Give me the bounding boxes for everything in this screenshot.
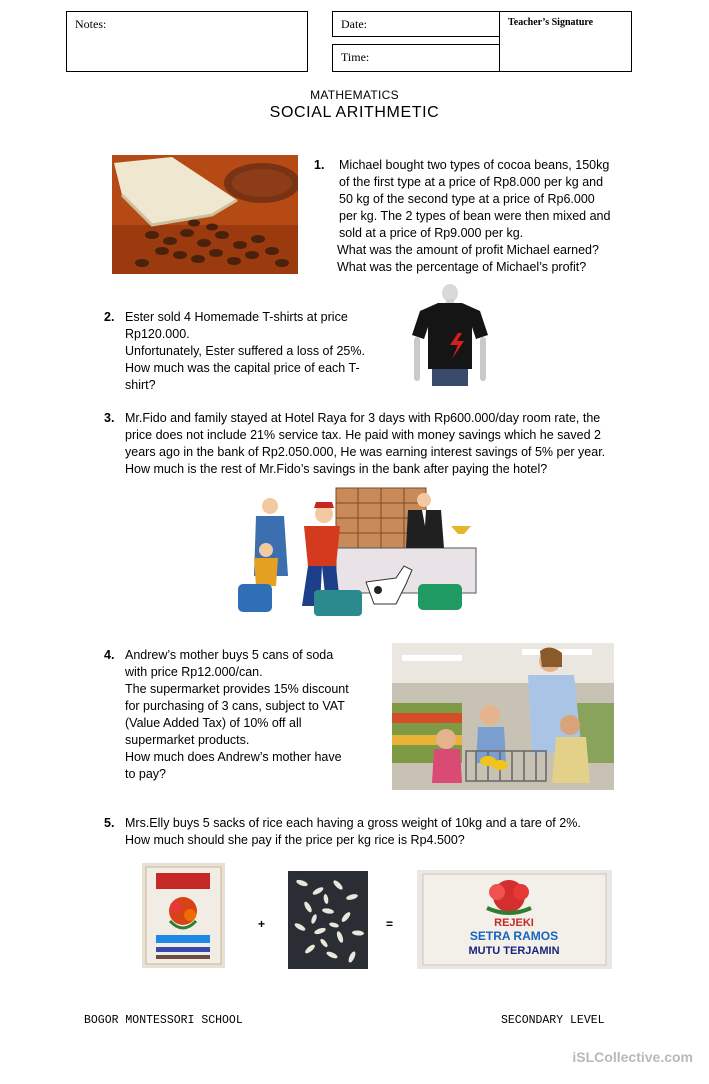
question-2 [104, 309, 394, 395]
question-3 [104, 410, 624, 480]
date-label: Date: [341, 17, 367, 31]
question-2-line: shirt? [125, 378, 156, 392]
question-1-line: What was the amount of profit Michael earned? [337, 243, 599, 257]
rice-sack-brand: REJEKI [494, 917, 534, 929]
question-5-line: Mrs.Elly buys 5 sacks of rice each having a gross weight of 10kg and a tare of 2%. [125, 816, 581, 830]
question-1 [314, 157, 634, 277]
question-1-line: Michael bought two types of cocoa beans, 150kg [339, 158, 610, 172]
signature-label: Teacher’s Signature [508, 17, 594, 28]
hotel-reception-illustration [236, 486, 478, 620]
question-2-line: Ester sold 4 Homemade T-shirts at price [125, 310, 348, 324]
t-shirt-image [402, 283, 498, 386]
question-2-line: Unfortunately, Ester suffered a loss of 25%. [125, 344, 365, 358]
time-box[interactable] [332, 44, 500, 72]
question-4-line: How much does Andrew’s mother have [125, 750, 342, 764]
rice-sack-variety: SETRA RAMOS [469, 929, 559, 943]
notes-label: Notes: [75, 17, 107, 31]
question-2-number: 2. [104, 310, 115, 324]
watermark: iSLCollective.com [572, 1049, 693, 1065]
question-1-line: sold at a price of Rp9.000 per kg. [339, 226, 524, 240]
question-1-line: of the first type at a price of Rp8.000 per kg and [339, 175, 604, 189]
signature-box[interactable] [499, 11, 632, 72]
question-5 [104, 815, 624, 851]
question-3-number: 3. [104, 411, 115, 425]
question-4-line: to pay? [125, 767, 167, 781]
question-1-line: What was the percentage of Michael’s profit? [337, 260, 587, 274]
question-3-line: Mr.Fido and family stayed at Hotel Raya for 3 days with Rp600.000/day room rate, the [125, 411, 601, 425]
date-box[interactable] [332, 11, 500, 37]
question-4-number: 4. [104, 648, 115, 662]
subject-heading: MATHEMATICS [310, 88, 399, 102]
supermarket-image [392, 643, 614, 790]
question-1-number: 1. [314, 158, 325, 172]
notes-box[interactable] [66, 11, 308, 72]
question-5-line: How much should she pay if the price per kg rice is Rp4.500? [125, 833, 465, 847]
question-4-line: Andrew’s mother buys 5 cans of soda [125, 648, 334, 662]
question-3-line: price does not include 21% service tax. He paid with money savings which he saved 2 [125, 428, 601, 442]
question-1-line: 50 kg of the second type at a price of Rp6.000 [339, 192, 595, 206]
question-4-line: (Value Added Tax) of 10% off all [125, 716, 302, 730]
footer-level: SECONDARY LEVEL [501, 1014, 605, 1027]
plus-sign: + [258, 917, 266, 931]
question-2-line: Rp120.000. [125, 327, 190, 341]
question-4-line: The supermarket provides 15% discount [125, 682, 349, 696]
question-4-line: with price Rp12.000/can. [125, 665, 263, 679]
question-4 [104, 647, 384, 787]
question-3-line: years ago in the bank of Rp2.050.000, He was earning interest savings of 5% per year. [125, 445, 606, 459]
question-4-line: for purchasing of 3 cans, subject to VAT [125, 699, 345, 713]
question-5-number: 5. [104, 816, 115, 830]
question-2-line: How much was the capital price of each T- [125, 361, 360, 375]
cocoa-beans-image [112, 155, 298, 274]
rice-sack-quality: MUTU TERJAMIN [468, 945, 560, 957]
question-4-line: supermarket products. [125, 733, 250, 747]
rice-grains-image [288, 871, 368, 969]
question-1-line: per kg. The 2 types of bean were then mixed and [339, 209, 611, 223]
page-title: SOCIAL ARITHMETIC [269, 104, 440, 121]
rice-sack-large-image [417, 870, 612, 969]
time-label: Time: [341, 50, 370, 64]
footer-school: BOGOR MONTESSORI SCHOOL [84, 1014, 243, 1027]
rice-sack-small-image [142, 863, 225, 968]
equals-sign: = [386, 917, 394, 931]
question-3-line: How much is the rest of Mr.Fido’s savings in the bank after paying the hotel? [125, 462, 548, 476]
